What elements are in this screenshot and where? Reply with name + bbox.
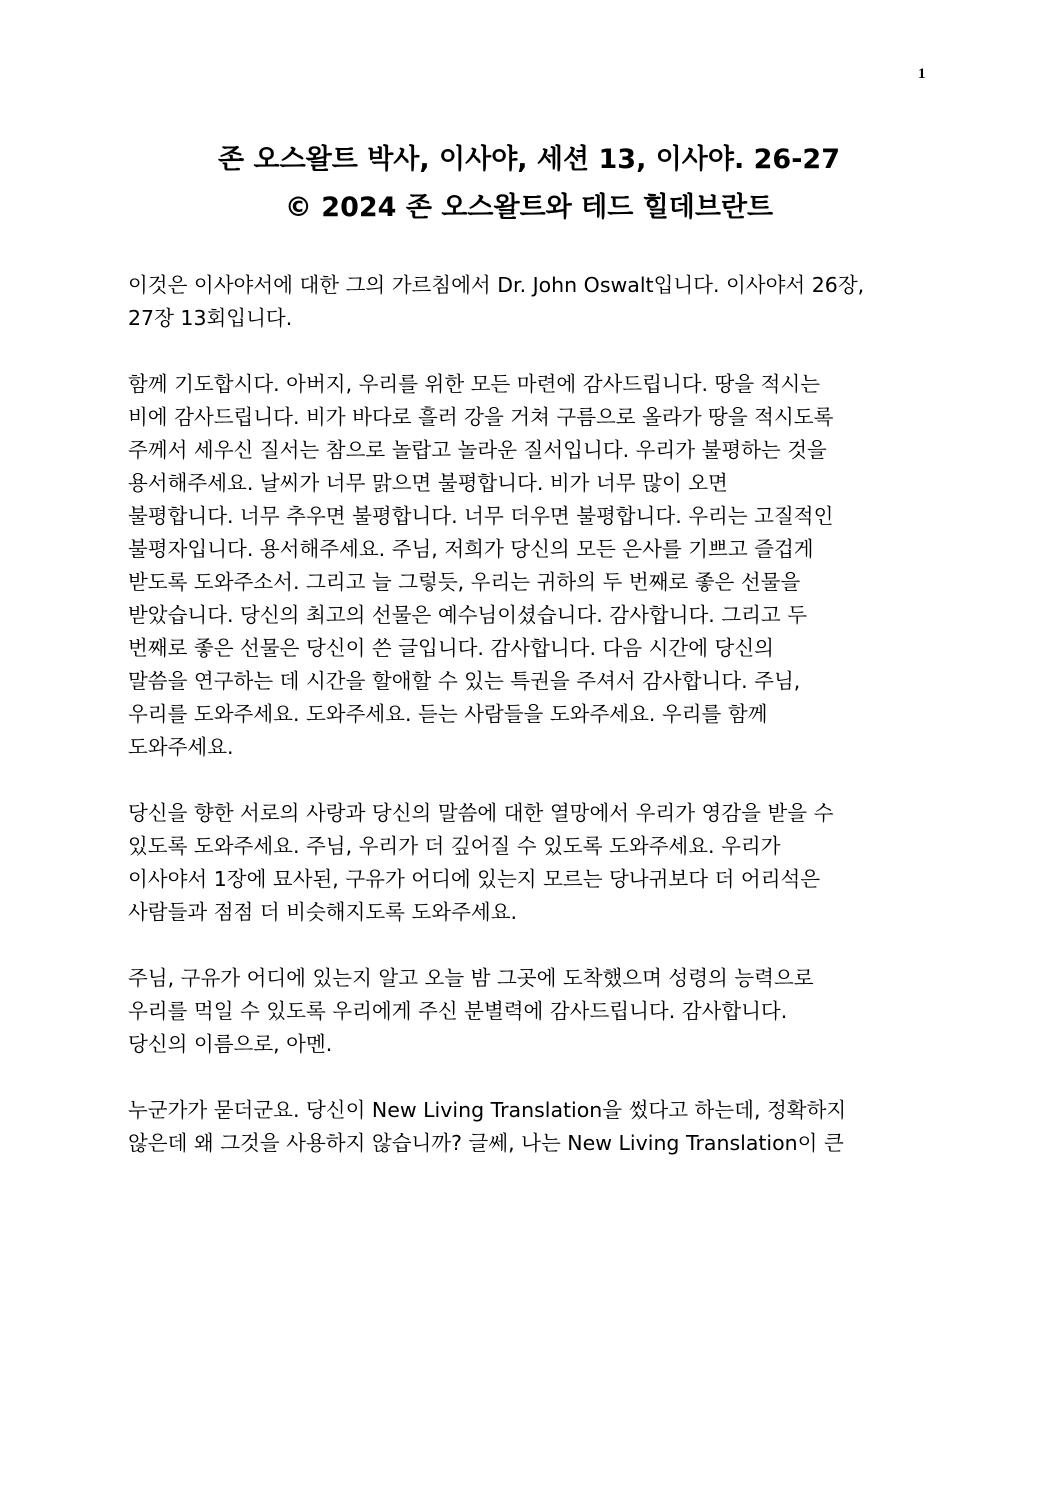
- paragraph-line: 주님, 구유가 어디에 있는지 알고 오늘 밤 그곳에 도착했으며 성령의 능력으로: [128, 966, 814, 990]
- document-body: [128, 269, 928, 1193]
- paragraph-line: 이사야서 1장에 묘사된, 구유가 어디에 있는지 모르는 당나귀보다 더 어리석은: [128, 867, 821, 891]
- paragraph-line: 주께서 세우신 질서는 참으로 놀랍고 놀라운 질서입니다. 우리가 불평하는 것을: [128, 438, 827, 462]
- paragraph-line: 우리를 먹일 수 있도록 우리에게 주신 분별력에 감사드립니다. 감사합니다.: [128, 999, 788, 1023]
- paragraph-line: 누군가가 묻더군요. 당신이 New Living Translation을 썼다고 하는데, 정확하지: [128, 1098, 847, 1122]
- paragraph-line: 우리를 도와주세요. 도와주세요. 듣는 사람들을 도와주세요. 우리를 함께: [128, 702, 768, 726]
- document-title: [120, 136, 938, 232]
- paragraph-4: [128, 962, 928, 1061]
- paragraph-1: [128, 269, 928, 335]
- paragraph-line: 이것은 이사야서에 대한 그의 가르침에서 Dr. John Oswalt입니다. 이사야서 26장,: [128, 273, 865, 297]
- paragraph-line: 있도록 도와주세요. 주님, 우리가 더 깊어질 수 있도록 도와주세요. 우리가: [128, 834, 781, 858]
- paragraph-3: [128, 797, 928, 929]
- paragraph-line: 말씀을 연구하는 데 시간을 할애할 수 있는 특권을 주셔서 감사합니다. 주님,: [128, 669, 801, 693]
- paragraph-2: [128, 368, 928, 764]
- paragraph-line: 사람들과 점점 더 비슷해지도록 도와주세요.: [128, 900, 518, 924]
- paragraph-line: 당신을 향한 서로의 사랑과 당신의 말씀에 대한 열망에서 우리가 영감을 받을 수: [128, 801, 834, 825]
- paragraph-line: 불평합니다. 너무 추우면 불평합니다. 너무 더우면 불평합니다. 우리는 고질적인: [128, 504, 834, 528]
- paragraph-line: 비에 감사드립니다. 비가 바다로 흘러 강을 거쳐 구름으로 올라가 땅을 적시도록: [128, 405, 834, 429]
- paragraph-line: 않은데 왜 그것을 사용하지 않습니까? 글쎄, 나는 New Living Translation이 큰: [128, 1131, 844, 1155]
- paragraph-line: 불평자입니다. 용서해주세요. 주님, 저희가 당신의 모든 은사를 기쁘고 즐겁게: [128, 537, 814, 561]
- paragraph-line: 받았습니다. 당신의 최고의 선물은 예수님이셨습니다. 감사합니다. 그리고 두: [128, 603, 808, 627]
- paragraph-line: 도와주세요.: [128, 735, 234, 759]
- paragraph-line: 용서해주세요. 날씨가 너무 맑으면 불평합니다. 비가 너무 많이 오면: [128, 471, 728, 495]
- title-line-1: 존 오스왈트 박사, 이사야, 세션 13, 이사야. 26-27: [218, 144, 840, 175]
- paragraph-line: 함께 기도합시다. 아버지, 우리를 위한 모든 마련에 감사드립니다. 땅을 적시는: [128, 372, 821, 396]
- paragraph-line: 당신의 이름으로, 아멘.: [128, 1032, 333, 1056]
- page-number: 1: [918, 66, 926, 82]
- paragraph-line: 받도록 도와주소서. 그리고 늘 그렇듯, 우리는 귀하의 두 번째로 좋은 선물을: [128, 570, 801, 594]
- title-line-2: © 2024 존 오스왈트와 테드 힐데브란트: [284, 192, 774, 223]
- paragraph-5: [128, 1094, 928, 1160]
- paragraph-line: 번째로 좋은 선물은 당신이 쓴 글입니다. 감사합니다. 다음 시간에 당신의: [128, 636, 774, 660]
- paragraph-line: 27장 13회입니다.: [128, 306, 293, 330]
